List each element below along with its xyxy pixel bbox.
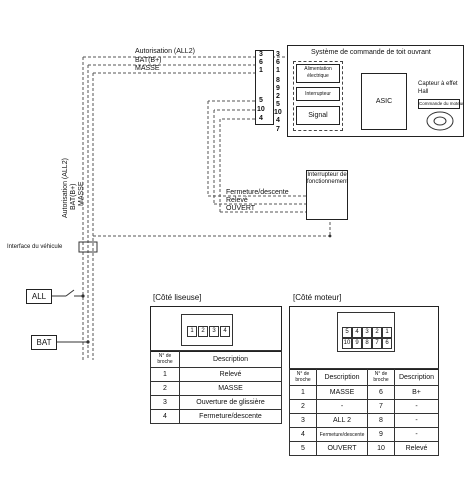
motor-cavity-9: 9 [352, 338, 362, 349]
switch-side-title: [Côté liseuse] [153, 293, 202, 302]
module-title: Système de commande de toit ouvrant [311, 49, 431, 56]
motor-header-desc-2: Description [395, 369, 439, 386]
pin-description: B+ [395, 386, 439, 400]
left-pin-4: 4 [259, 115, 263, 122]
motor-cavity-8: 8 [362, 338, 372, 349]
switch-label: Interrupteur [305, 91, 331, 97]
switch-block [296, 87, 340, 101]
wire-label-masse: MASSE [135, 65, 160, 72]
switch-cavity-2: 2 [198, 326, 208, 337]
input-all: ALL [26, 289, 52, 304]
motor-control-label: Commande du moteur [419, 101, 464, 106]
signal-block [296, 106, 340, 125]
vertical-label-all2: Autorisation (ALL2) [62, 158, 69, 218]
pin-description: MASSE [180, 382, 282, 396]
pin-description: - [395, 428, 439, 442]
pin-description: Fermeture/descente [180, 410, 282, 424]
vehicle-interface-label: Interface du véhicule [7, 244, 63, 250]
hall-sensor-label: Capteur à effet Hall [418, 81, 458, 95]
pin-number: 7 [368, 400, 395, 414]
motor-cavity-7: 7 [372, 338, 382, 349]
wire-label-ouvert: OUVERT [226, 205, 256, 212]
pin-number: 6 [368, 386, 395, 400]
asic-label: ASIC [375, 98, 393, 105]
pin-number: 10 [368, 442, 395, 456]
pin-number: 1 [290, 386, 317, 400]
motor-cavity-2: 2 [372, 327, 382, 338]
side-pin-6: 6 [276, 59, 280, 66]
pin-number: 3 [290, 414, 317, 428]
table-row [290, 442, 439, 456]
side-pin-9: 9 [276, 85, 280, 92]
wire-label-bat: BAT(B+) [135, 57, 162, 64]
table-row [151, 382, 282, 396]
vertical-label-bat: BAT(B+) [70, 183, 77, 210]
pin-description: Fermeture/descente [317, 428, 368, 442]
table-row [151, 368, 282, 382]
switch-header-desc: Description [180, 351, 282, 368]
pin-number: 2 [151, 382, 180, 396]
switch-side-pin-table [150, 350, 282, 424]
pin-description: - [395, 400, 439, 414]
operation-switch [306, 170, 348, 220]
table-row [290, 400, 439, 414]
wire-label-all2: Autorisation (ALL2) [135, 48, 195, 55]
pin-1: 1 [259, 67, 263, 74]
motor-header-pin-2: N° de broche [368, 369, 395, 386]
power-supply-block [296, 64, 340, 83]
motor-cavity-4: 4 [352, 327, 362, 338]
motor-cavity-3: 3 [362, 327, 372, 338]
pin-number: 8 [368, 414, 395, 428]
motor-side-pin-table [289, 368, 439, 456]
motor-control-block [418, 99, 464, 109]
side-pin-5: 5 [276, 101, 280, 108]
pin-description: Ouverture de glissière [180, 396, 282, 410]
motor-header-desc: Description [317, 369, 368, 386]
pin-number: 5 [290, 442, 317, 456]
pin-number: 2 [290, 400, 317, 414]
pin-description: Relevé [180, 368, 282, 382]
pin-description: ALL 2 [317, 414, 368, 428]
table-row [151, 410, 282, 424]
power-supply-label: Alimentation électrique [304, 66, 332, 79]
side-pin-8: 8 [276, 77, 280, 84]
motor-header-pin: N° de broche [290, 369, 317, 386]
pin-number: 4 [151, 410, 180, 424]
switch-cavity-3: 3 [209, 326, 219, 337]
pin-description: - [395, 414, 439, 428]
pin-3: 3 [259, 51, 263, 58]
wire-label-releve: Relevé [226, 197, 248, 204]
side-pin-3: 3 [276, 51, 280, 58]
pin-number: 3 [151, 396, 180, 410]
signal-label: Signal [308, 112, 328, 119]
pin-description: OUVERT [317, 442, 368, 456]
pin-description: - [317, 400, 368, 414]
table-row [290, 428, 439, 442]
pin-description: Relevé [395, 442, 439, 456]
table-row [151, 396, 282, 410]
switch-cavity-1: 1 [187, 326, 197, 337]
pin-number: 4 [290, 428, 317, 442]
motor-side-title: [Côté moteur] [293, 293, 342, 302]
side-pin-7: 7 [276, 126, 280, 133]
motor-icon [425, 110, 457, 132]
vertical-label-masse: MASSE [78, 181, 85, 206]
pin-description: MASSE [317, 386, 368, 400]
motor-cavity-6: 6 [382, 338, 392, 349]
asic-block [361, 73, 407, 130]
pin-number: 9 [368, 428, 395, 442]
input-bat: BAT [31, 335, 57, 350]
switch-cavity-4: 4 [220, 326, 230, 337]
pin-number: 1 [151, 368, 180, 382]
switch-header-pin: N° de broche [151, 351, 180, 368]
motor-cavity-5: 5 [342, 327, 352, 338]
side-pin-4: 4 [276, 117, 280, 124]
side-pin-2: 2 [276, 93, 280, 100]
operation-switch-label: Interrupteur de fonctionnement [307, 172, 349, 185]
module-connector [255, 50, 274, 125]
wire-label-fermeture: Fermeture/descente [226, 189, 289, 196]
table-row [290, 414, 439, 428]
pin-6: 6 [259, 59, 263, 66]
motor-cavity-10: 10 [342, 338, 352, 349]
left-pin-5: 5 [259, 97, 263, 104]
motor-cavity-1: 1 [382, 327, 392, 338]
table-row [290, 386, 439, 400]
side-pin-1: 1 [276, 67, 280, 74]
left-pin-10: 10 [257, 106, 265, 113]
side-pin-10: 10 [274, 109, 282, 116]
